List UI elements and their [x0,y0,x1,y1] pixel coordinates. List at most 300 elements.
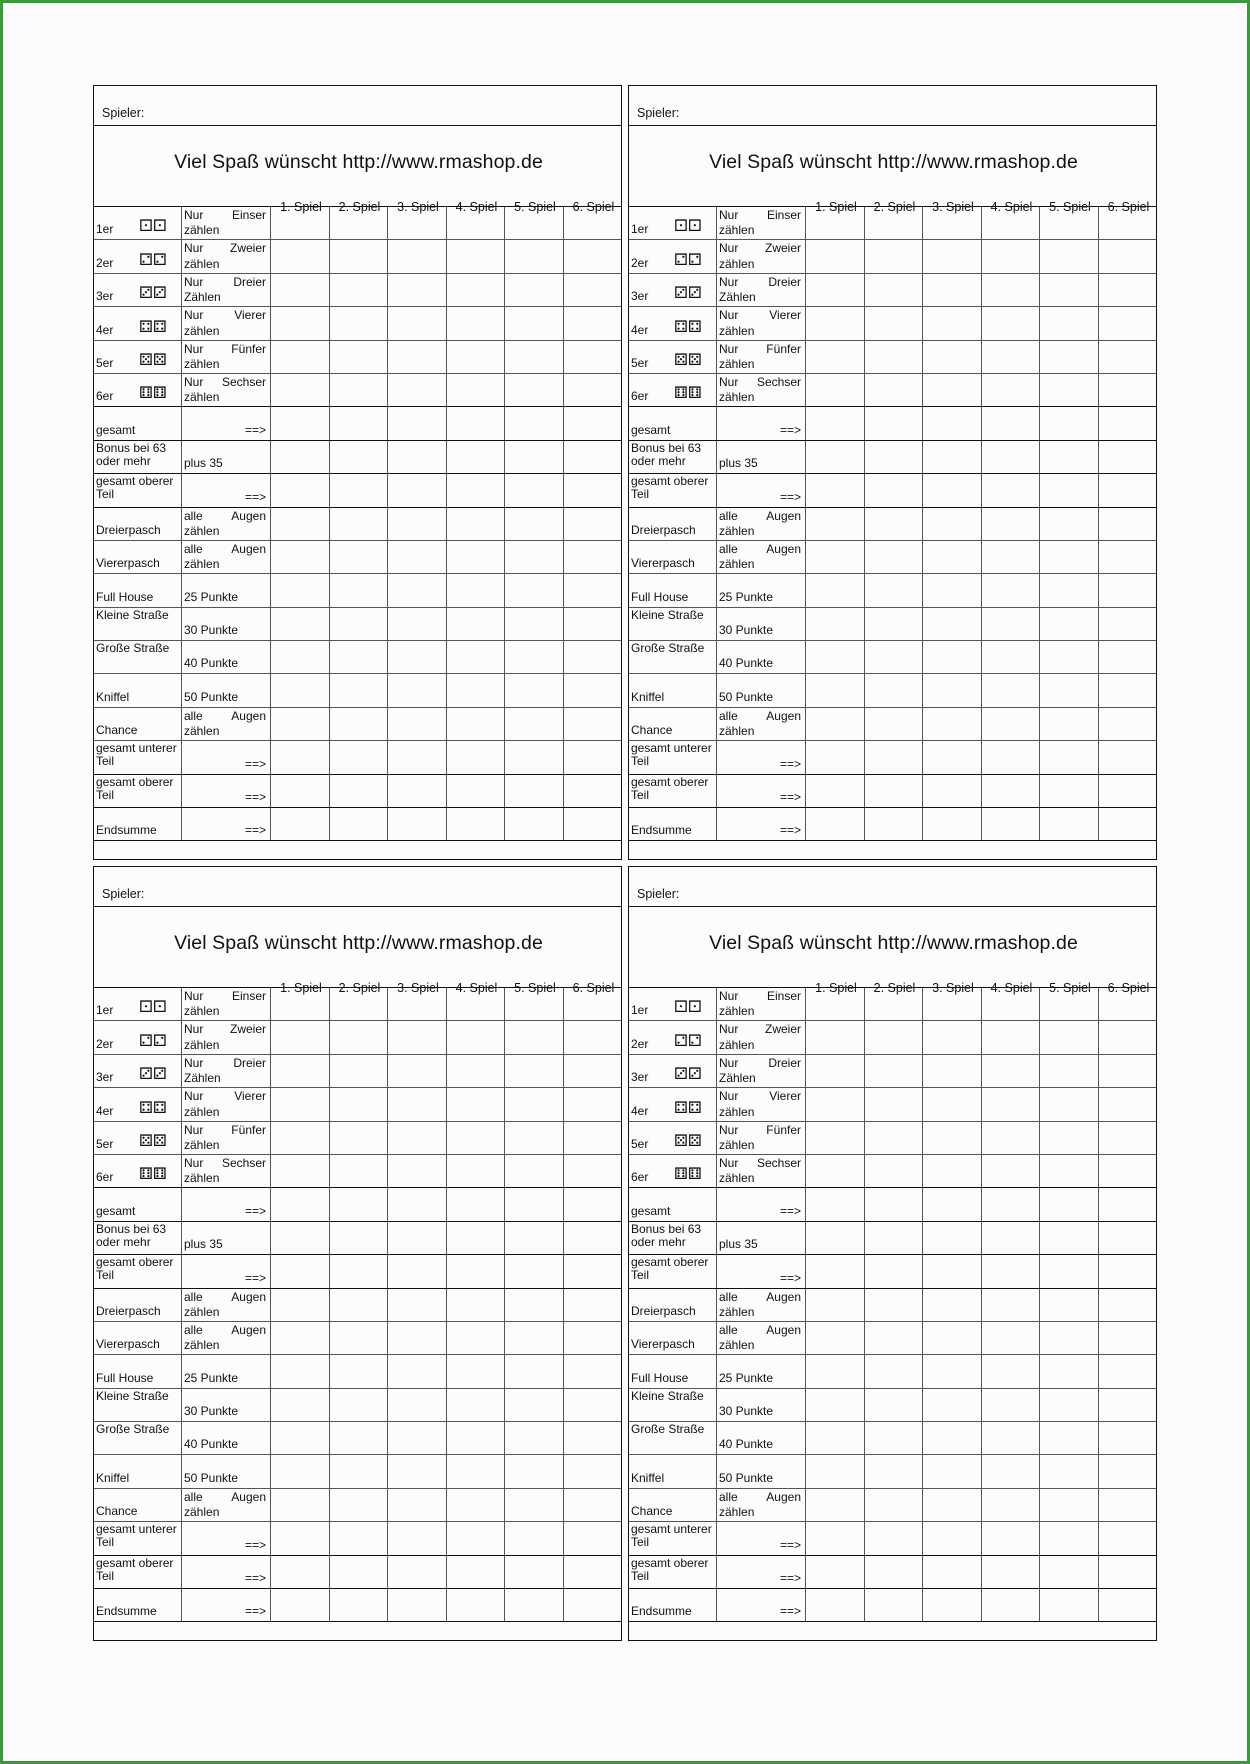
score-cell[interactable] [504,1389,563,1421]
score-cell[interactable] [329,341,388,373]
score-cell[interactable] [387,1188,446,1220]
score-cell[interactable] [1039,441,1098,473]
score-cell[interactable] [563,407,622,439]
score-cell[interactable] [864,1522,923,1554]
score-cell[interactable] [981,274,1040,306]
score-cell[interactable] [504,808,563,840]
score-cell[interactable] [805,1289,864,1321]
score-cell[interactable] [981,674,1040,706]
score-cell[interactable] [270,441,329,473]
player-name-field[interactable] [94,86,621,126]
score-cell[interactable] [387,1255,446,1287]
score-cell[interactable] [504,1455,563,1487]
score-cell[interactable] [805,1455,864,1487]
score-cell[interactable] [387,207,446,239]
score-cell[interactable] [329,1389,388,1421]
score-cell[interactable] [1098,1155,1157,1187]
score-cell[interactable] [270,775,329,807]
score-cell[interactable] [1098,1021,1157,1053]
score-cell[interactable] [504,1422,563,1454]
score-cell[interactable] [446,1188,505,1220]
score-cell[interactable] [270,1355,329,1387]
score-cell[interactable] [387,674,446,706]
score-cell[interactable] [563,1188,622,1220]
score-cell[interactable] [805,1556,864,1588]
score-cell[interactable] [922,708,981,740]
score-cell[interactable] [504,1489,563,1521]
score-cell[interactable] [922,1322,981,1354]
score-cell[interactable] [504,307,563,339]
score-cell[interactable] [922,741,981,773]
score-cell[interactable] [387,541,446,573]
score-cell[interactable] [504,407,563,439]
score-cell[interactable] [1039,988,1098,1020]
score-cell[interactable] [805,307,864,339]
score-cell[interactable] [981,1589,1040,1621]
score-cell[interactable] [270,741,329,773]
score-cell[interactable] [1039,1289,1098,1321]
score-cell[interactable] [1039,1222,1098,1254]
score-cell[interactable] [981,441,1040,473]
score-cell[interactable] [387,240,446,272]
score-cell[interactable] [446,808,505,840]
score-cell[interactable] [1039,1522,1098,1554]
score-cell[interactable] [446,608,505,640]
score-cell[interactable] [805,641,864,673]
score-cell[interactable] [864,1122,923,1154]
score-cell[interactable] [922,808,981,840]
score-cell[interactable] [922,1522,981,1554]
score-cell[interactable] [446,1088,505,1120]
score-cell[interactable] [864,1155,923,1187]
score-cell[interactable] [329,274,388,306]
score-cell[interactable] [864,708,923,740]
score-cell[interactable] [805,1489,864,1521]
score-cell[interactable] [270,1556,329,1588]
score-cell[interactable] [329,407,388,439]
score-cell[interactable] [563,341,622,373]
score-cell[interactable] [387,1355,446,1387]
score-cell[interactable] [864,1222,923,1254]
score-cell[interactable] [563,1055,622,1087]
score-cell[interactable] [864,274,923,306]
score-cell[interactable] [922,1222,981,1254]
score-cell[interactable] [864,808,923,840]
score-cell[interactable] [387,608,446,640]
score-cell[interactable] [922,1188,981,1220]
score-cell[interactable] [446,407,505,439]
score-cell[interactable] [563,741,622,773]
score-cell[interactable] [922,1088,981,1120]
score-cell[interactable] [922,441,981,473]
score-cell[interactable] [981,1422,1040,1454]
score-cell[interactable] [446,1289,505,1321]
score-cell[interactable] [504,708,563,740]
score-cell[interactable] [805,708,864,740]
score-cell[interactable] [504,240,563,272]
score-cell[interactable] [981,775,1040,807]
score-cell[interactable] [864,207,923,239]
score-cell[interactable] [446,374,505,406]
score-cell[interactable] [805,1389,864,1421]
score-cell[interactable] [446,1556,505,1588]
score-cell[interactable] [1098,1522,1157,1554]
score-cell[interactable] [329,541,388,573]
score-cell[interactable] [270,988,329,1020]
score-cell[interactable] [922,374,981,406]
score-cell[interactable] [563,1455,622,1487]
score-cell[interactable] [504,741,563,773]
score-cell[interactable] [1098,775,1157,807]
score-cell[interactable] [329,1589,388,1621]
score-cell[interactable] [805,407,864,439]
score-cell[interactable] [922,775,981,807]
score-cell[interactable] [270,1322,329,1354]
score-cell[interactable] [329,474,388,506]
score-cell[interactable] [387,274,446,306]
score-cell[interactable] [981,988,1040,1020]
score-cell[interactable] [805,1155,864,1187]
score-cell[interactable] [270,1422,329,1454]
score-cell[interactable] [387,1322,446,1354]
score-cell[interactable] [805,274,864,306]
score-cell[interactable] [329,508,388,540]
score-cell[interactable] [1039,574,1098,606]
score-cell[interactable] [329,1289,388,1321]
score-cell[interactable] [1098,708,1157,740]
score-cell[interactable] [387,808,446,840]
score-cell[interactable] [563,1556,622,1588]
score-cell[interactable] [922,508,981,540]
score-cell[interactable] [981,541,1040,573]
score-cell[interactable] [387,1055,446,1087]
score-cell[interactable] [1098,474,1157,506]
score-cell[interactable] [387,988,446,1020]
score-cell[interactable] [864,1188,923,1220]
score-cell[interactable] [805,1255,864,1287]
player-name-field[interactable] [94,867,621,907]
score-cell[interactable] [1098,441,1157,473]
score-cell[interactable] [563,775,622,807]
score-cell[interactable] [1039,1389,1098,1421]
score-cell[interactable] [270,641,329,673]
score-cell[interactable] [270,1055,329,1087]
score-cell[interactable] [864,574,923,606]
score-cell[interactable] [446,474,505,506]
score-cell[interactable] [563,307,622,339]
score-cell[interactable] [922,1289,981,1321]
score-cell[interactable] [329,1122,388,1154]
score-cell[interactable] [1039,207,1098,239]
score-cell[interactable] [563,1289,622,1321]
score-cell[interactable] [446,441,505,473]
score-cell[interactable] [981,474,1040,506]
score-cell[interactable] [805,608,864,640]
score-cell[interactable] [563,1322,622,1354]
score-cell[interactable] [864,307,923,339]
score-cell[interactable] [922,988,981,1020]
score-cell[interactable] [270,374,329,406]
score-cell[interactable] [387,1222,446,1254]
score-cell[interactable] [922,207,981,239]
score-cell[interactable] [981,708,1040,740]
score-cell[interactable] [446,775,505,807]
score-cell[interactable] [270,1455,329,1487]
score-cell[interactable] [270,1589,329,1621]
score-cell[interactable] [981,1522,1040,1554]
score-cell[interactable] [504,1122,563,1154]
score-cell[interactable] [504,441,563,473]
score-cell[interactable] [387,441,446,473]
score-cell[interactable] [864,341,923,373]
score-cell[interactable] [563,1422,622,1454]
score-cell[interactable] [387,1489,446,1521]
score-cell[interactable] [563,1355,622,1387]
score-cell[interactable] [1039,407,1098,439]
score-cell[interactable] [446,1222,505,1254]
score-cell[interactable] [270,1489,329,1521]
score-cell[interactable] [563,1222,622,1254]
score-cell[interactable] [805,1122,864,1154]
score-cell[interactable] [1098,1188,1157,1220]
score-cell[interactable] [563,608,622,640]
score-cell[interactable] [922,307,981,339]
score-cell[interactable] [922,541,981,573]
score-cell[interactable] [1098,1422,1157,1454]
score-cell[interactable] [504,1589,563,1621]
score-cell[interactable] [1039,674,1098,706]
score-cell[interactable] [864,1088,923,1120]
score-cell[interactable] [270,808,329,840]
score-cell[interactable] [387,374,446,406]
score-cell[interactable] [329,1355,388,1387]
score-cell[interactable] [805,1355,864,1387]
score-cell[interactable] [563,574,622,606]
score-cell[interactable] [864,1255,923,1287]
score-cell[interactable] [981,341,1040,373]
score-cell[interactable] [981,1021,1040,1053]
score-cell[interactable] [981,1556,1040,1588]
score-cell[interactable] [329,808,388,840]
score-cell[interactable] [329,1021,388,1053]
score-cell[interactable] [864,1322,923,1354]
score-cell[interactable] [981,1122,1040,1154]
score-cell[interactable] [329,1522,388,1554]
score-cell[interactable] [981,1489,1040,1521]
score-cell[interactable] [270,474,329,506]
score-cell[interactable] [1098,988,1157,1020]
score-cell[interactable] [270,541,329,573]
score-cell[interactable] [1039,1055,1098,1087]
score-cell[interactable] [446,1322,505,1354]
score-cell[interactable] [922,1455,981,1487]
score-cell[interactable] [922,1055,981,1087]
score-cell[interactable] [329,1489,388,1521]
score-cell[interactable] [922,574,981,606]
score-cell[interactable] [329,775,388,807]
score-cell[interactable] [563,1489,622,1521]
score-cell[interactable] [922,1489,981,1521]
score-cell[interactable] [1098,207,1157,239]
score-cell[interactable] [270,508,329,540]
score-cell[interactable] [1039,608,1098,640]
score-cell[interactable] [864,1455,923,1487]
score-cell[interactable] [563,1522,622,1554]
score-cell[interactable] [563,474,622,506]
score-cell[interactable] [1039,274,1098,306]
score-cell[interactable] [1098,608,1157,640]
score-cell[interactable] [387,741,446,773]
score-cell[interactable] [504,1289,563,1321]
score-cell[interactable] [270,307,329,339]
score-cell[interactable] [981,1355,1040,1387]
score-cell[interactable] [270,674,329,706]
score-cell[interactable] [446,741,505,773]
score-cell[interactable] [329,608,388,640]
score-cell[interactable] [922,1155,981,1187]
score-cell[interactable] [1098,1055,1157,1087]
score-cell[interactable] [805,441,864,473]
score-cell[interactable] [387,641,446,673]
score-cell[interactable] [446,508,505,540]
score-cell[interactable] [270,1222,329,1254]
score-cell[interactable] [446,1255,505,1287]
score-cell[interactable] [922,1122,981,1154]
score-cell[interactable] [922,674,981,706]
score-cell[interactable] [387,307,446,339]
score-cell[interactable] [504,474,563,506]
score-cell[interactable] [1098,574,1157,606]
score-cell[interactable] [504,775,563,807]
score-cell[interactable] [864,641,923,673]
score-cell[interactable] [504,641,563,673]
score-cell[interactable] [1039,508,1098,540]
score-cell[interactable] [805,508,864,540]
score-cell[interactable] [270,207,329,239]
score-cell[interactable] [1039,1322,1098,1354]
score-cell[interactable] [329,674,388,706]
score-cell[interactable] [329,240,388,272]
score-cell[interactable] [805,674,864,706]
score-cell[interactable] [446,1155,505,1187]
score-cell[interactable] [1098,741,1157,773]
score-cell[interactable] [387,1389,446,1421]
score-cell[interactable] [270,1122,329,1154]
score-cell[interactable] [504,1522,563,1554]
score-cell[interactable] [446,207,505,239]
score-cell[interactable] [446,1055,505,1087]
score-cell[interactable] [981,407,1040,439]
score-cell[interactable] [387,1589,446,1621]
score-cell[interactable] [1039,1455,1098,1487]
score-cell[interactable] [329,708,388,740]
score-cell[interactable] [981,1055,1040,1087]
score-cell[interactable] [329,1255,388,1287]
score-cell[interactable] [270,407,329,439]
score-cell[interactable] [1039,541,1098,573]
score-cell[interactable] [805,1322,864,1354]
score-cell[interactable] [1039,1021,1098,1053]
score-cell[interactable] [446,541,505,573]
score-cell[interactable] [1098,1222,1157,1254]
score-cell[interactable] [504,541,563,573]
score-cell[interactable] [1039,307,1098,339]
score-cell[interactable] [329,207,388,239]
score-cell[interactable] [1098,641,1157,673]
score-cell[interactable] [504,674,563,706]
score-cell[interactable] [805,1188,864,1220]
score-cell[interactable] [1098,541,1157,573]
score-cell[interactable] [981,741,1040,773]
score-cell[interactable] [504,1556,563,1588]
score-cell[interactable] [446,274,505,306]
score-cell[interactable] [329,988,388,1020]
score-cell[interactable] [270,341,329,373]
score-cell[interactable] [1039,240,1098,272]
score-cell[interactable] [1098,1589,1157,1621]
score-cell[interactable] [864,1489,923,1521]
score-cell[interactable] [1039,474,1098,506]
score-cell[interactable] [922,1389,981,1421]
score-cell[interactable] [504,374,563,406]
score-cell[interactable] [1098,1455,1157,1487]
score-cell[interactable] [446,574,505,606]
score-cell[interactable] [1039,1422,1098,1454]
score-cell[interactable] [329,1322,388,1354]
score-cell[interactable] [270,1389,329,1421]
score-cell[interactable] [446,240,505,272]
score-cell[interactable] [329,1422,388,1454]
score-cell[interactable] [504,1088,563,1120]
score-cell[interactable] [329,1222,388,1254]
score-cell[interactable] [446,1021,505,1053]
score-cell[interactable] [864,674,923,706]
score-cell[interactable] [446,1355,505,1387]
score-cell[interactable] [563,988,622,1020]
score-cell[interactable] [805,474,864,506]
score-cell[interactable] [329,1556,388,1588]
score-cell[interactable] [387,1522,446,1554]
score-cell[interactable] [1039,1355,1098,1387]
score-cell[interactable] [1098,508,1157,540]
score-cell[interactable] [981,1088,1040,1120]
score-cell[interactable] [864,1422,923,1454]
score-cell[interactable] [1039,775,1098,807]
score-cell[interactable] [864,775,923,807]
score-cell[interactable] [922,274,981,306]
score-cell[interactable] [981,1255,1040,1287]
score-cell[interactable] [1098,341,1157,373]
score-cell[interactable] [1039,1589,1098,1621]
score-cell[interactable] [504,1155,563,1187]
score-cell[interactable] [1039,808,1098,840]
score-cell[interactable] [805,1422,864,1454]
score-cell[interactable] [805,1088,864,1120]
score-cell[interactable] [922,1355,981,1387]
score-cell[interactable] [563,1122,622,1154]
score-cell[interactable] [446,307,505,339]
score-cell[interactable] [270,708,329,740]
score-cell[interactable] [270,1522,329,1554]
score-cell[interactable] [387,574,446,606]
score-cell[interactable] [864,1289,923,1321]
score-cell[interactable] [864,474,923,506]
score-cell[interactable] [329,741,388,773]
score-cell[interactable] [922,608,981,640]
score-cell[interactable] [504,341,563,373]
score-cell[interactable] [329,1155,388,1187]
score-cell[interactable] [922,1422,981,1454]
